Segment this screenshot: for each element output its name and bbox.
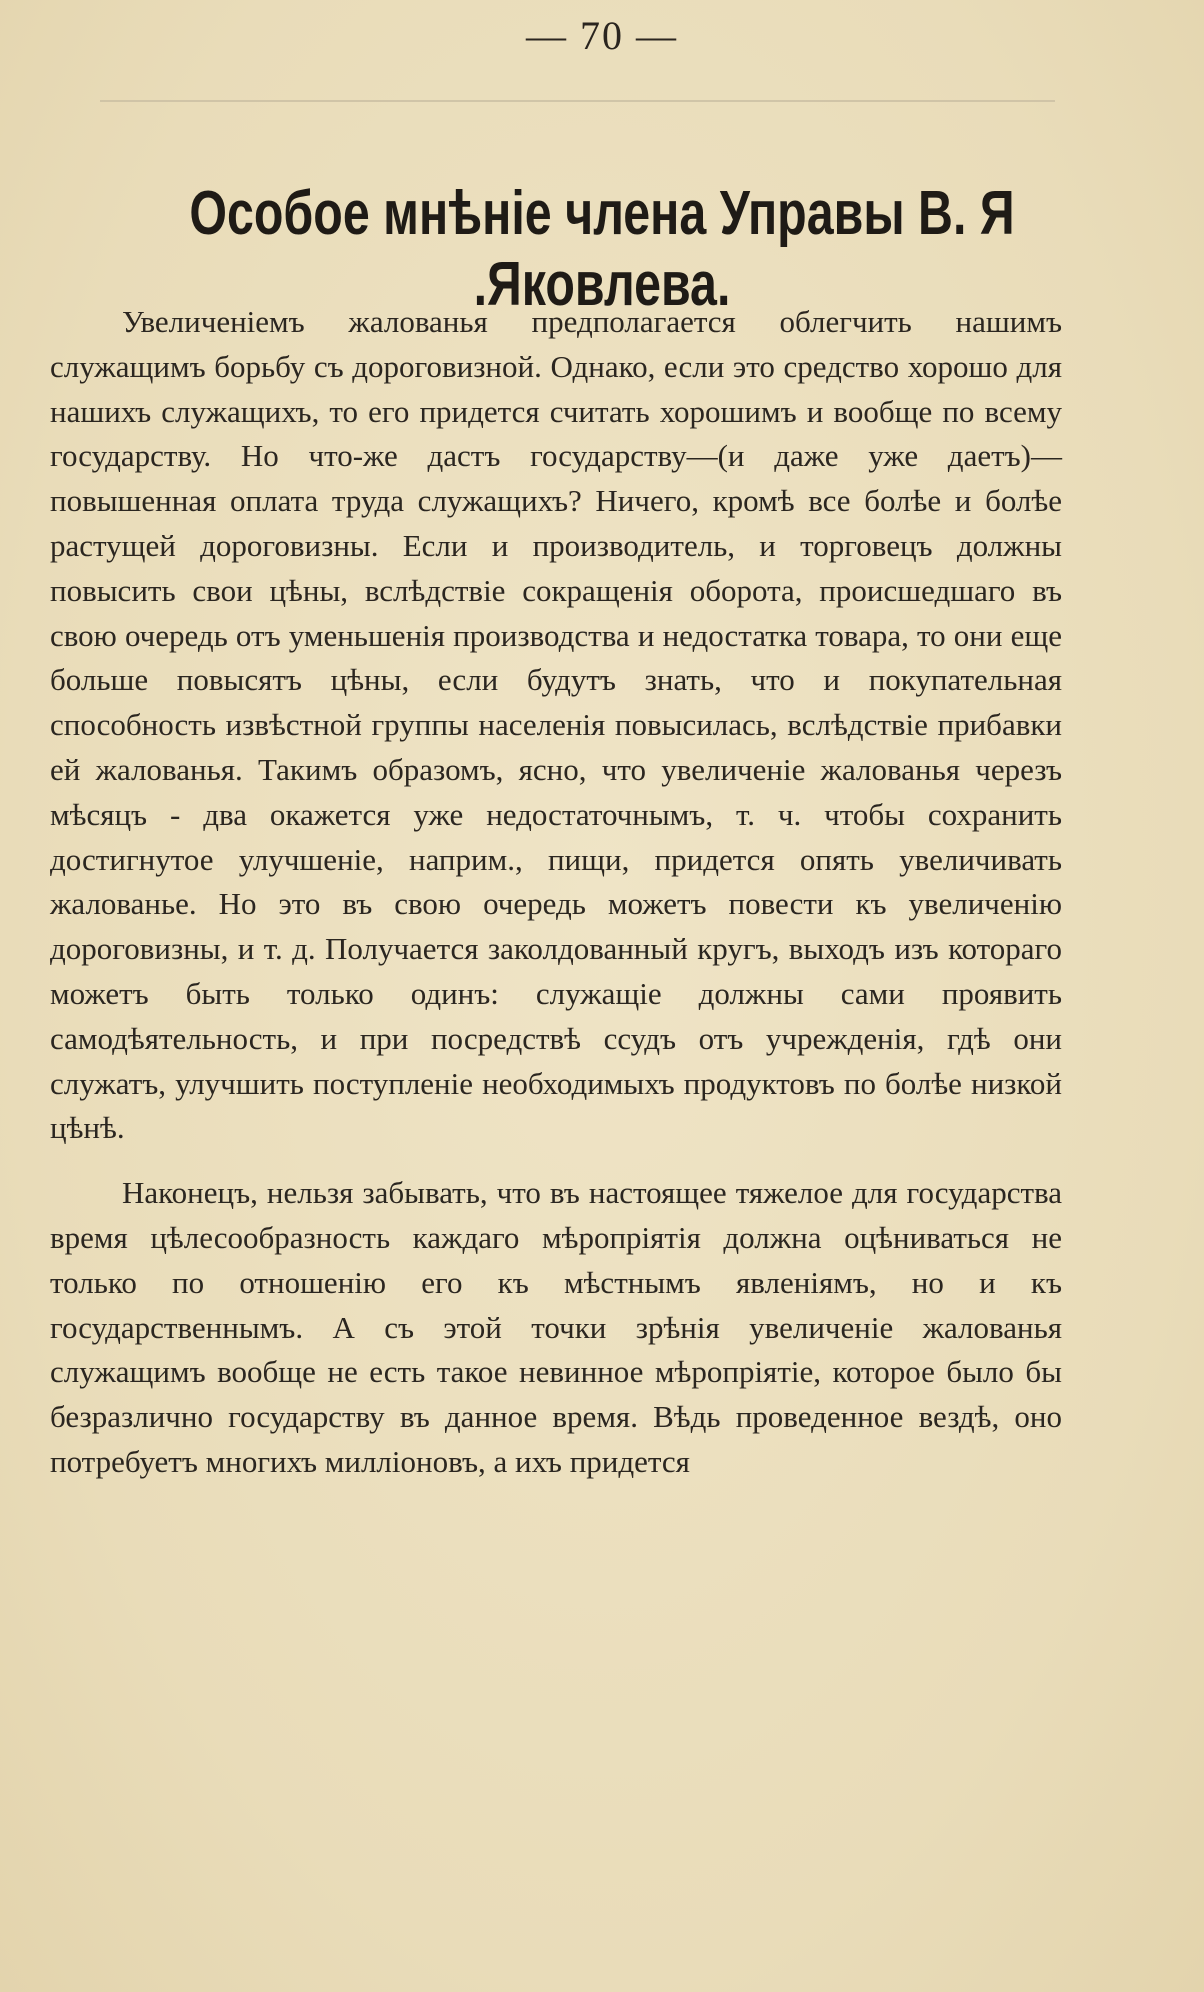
page-number: — 70 — xyxy=(526,13,678,58)
paragraph-2: Наконецъ, нельзя забывать, что въ настоящее тяжелое для государства время цѣлесообразность каждаго мѣропріятія должна оцѣниваться не только по отношенію его къ мѣстнымъ явленіямъ, но и къ государственнымъ. А съ этой точки зрѣнія увеличеніе жалованья служащимъ вообще не есть такое невинное мѣропріятіе, которое было бы безразлично государству въ данное время. Вѣдь проведенное вездѣ, оно потребуетъ многихъ милліоновъ, а ихъ придется xyxy=(50,1175,1062,1479)
page-title: Особое мнѣніе члена Управы В. Я .Яковлева. xyxy=(189,179,1015,319)
paragraph-1: Увеличеніемъ жалованья предполагается облегчить нашимъ служащимъ борьбу съ дороговизной. Однако, если это средство хорошо для нашихъ служащихъ, то его придется считать хорошимъ и вообще по всему государству. Но что-же дастъ государству—(и даже уже даетъ)—повышенная оплата труда служащихъ? Ничего, кромѣ все болѣе и болѣе растущей дороговизны. Если и производитель, и торговецъ должны повысить свои цѣны, вслѣдствіе сокращенія оборота, происшедшаго въ свою очередь отъ уменьшенія производства и недостатка товара, то они еще больше повысятъ цѣны, если будутъ знать, что и покупательная способность извѣстной группы населенія повысилась, вслѣдствіе прибавки ей жалованья. Такимъ образомъ, ясно, что увеличеніе жалованья черезъ мѣсяцъ - два окажется уже недостаточнымъ, т. ч. чтобы сохранить достигнутое улучшеніе, наприм., пищи, придется опять увеличивать жалованье. Но это въ свою очередь можетъ повести къ увеличенію дороговизны, и т. д. Получается заколдованный кругъ, выходъ изъ котораго можетъ быть только одинъ: служащіе должны сами проявить самодѣятельность, и при посредствѣ ссудъ отъ учрежденія, гдѣ они служатъ, улучшить поступленіе необходимыхъ продуктовъ по болѣе низкой цѣнѣ. xyxy=(50,304,1062,1146)
body-text xyxy=(50,300,1062,1485)
header-rule xyxy=(100,100,1055,102)
